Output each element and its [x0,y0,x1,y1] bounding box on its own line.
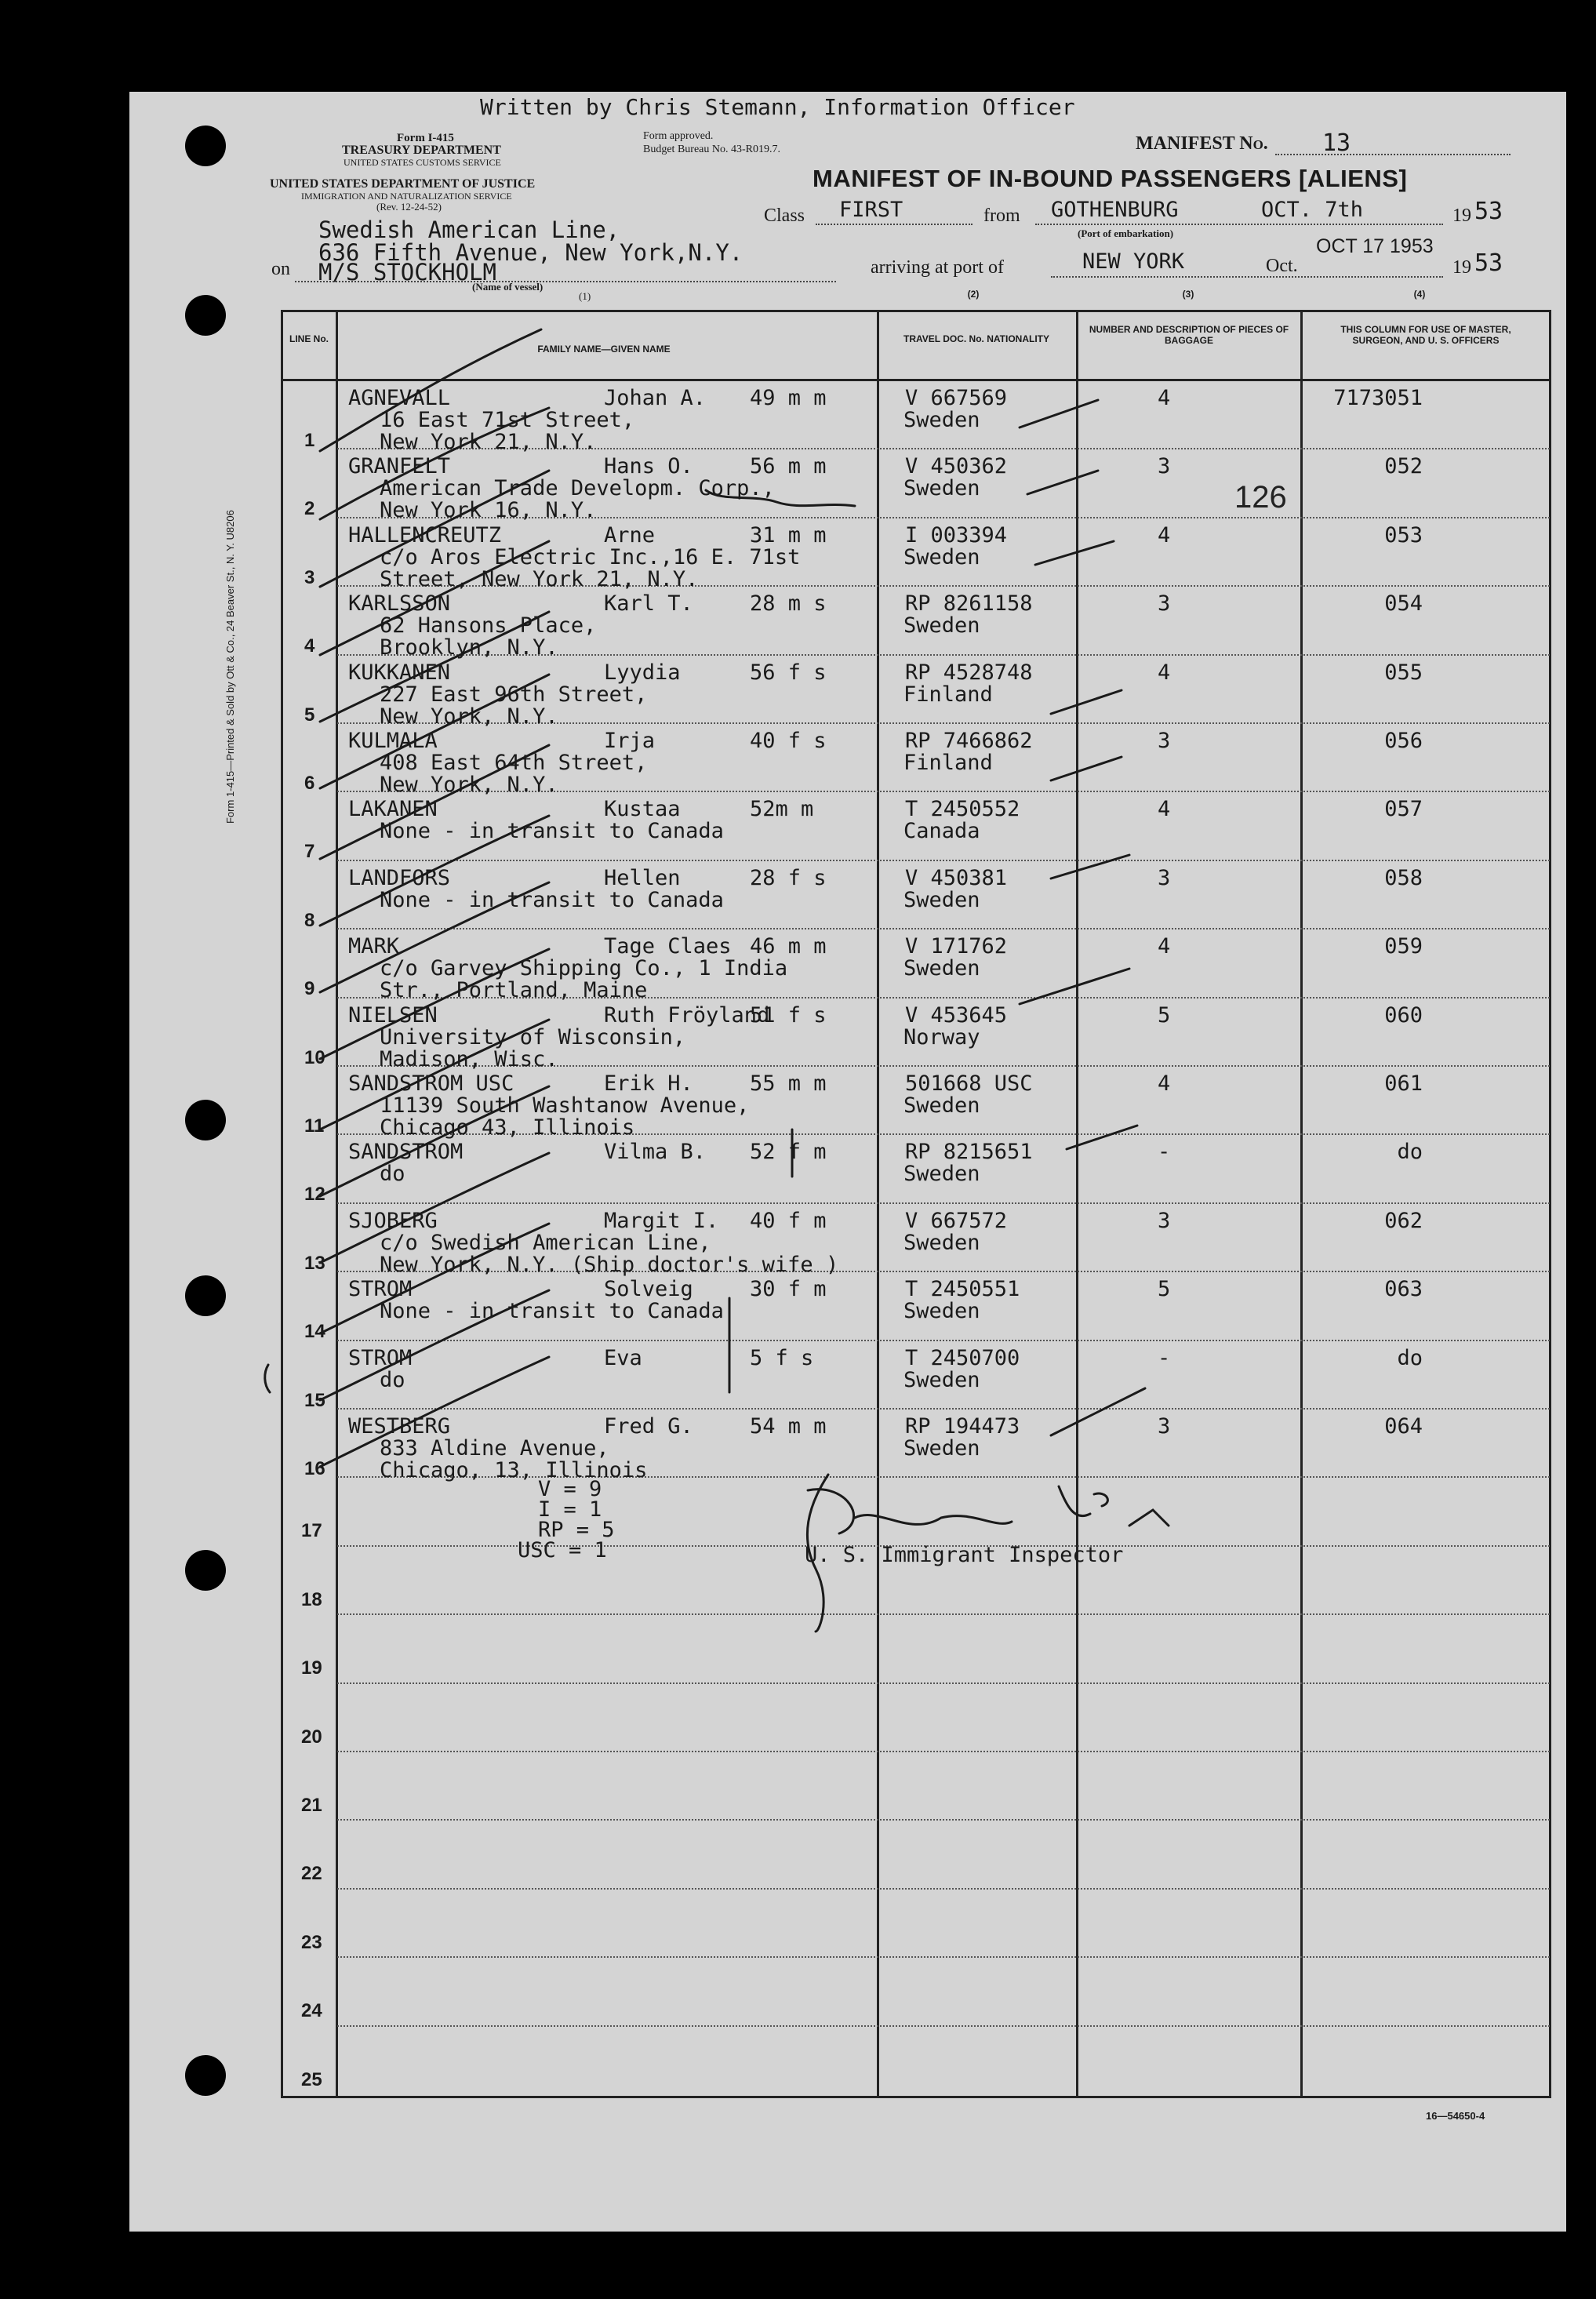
age-sex-marital: 30 f m [750,1277,827,1301]
ins-service: IMMIGRATION AND NATURALIZATION SERVICE [301,191,512,202]
family-name: LANDFORS [348,866,451,890]
age-sex-marital: 5 f s [750,1346,814,1370]
summary-usc: USC = 1 [518,1538,607,1562]
family-name: SANDSTROM [348,1140,464,1164]
travel-doc-number: RP 7466862 [905,729,1033,753]
row-line-number: 7 [304,841,315,862]
family-name: LAKANEN [348,797,438,821]
given-name: Vilma B. [604,1140,707,1164]
baggage-count: 3 [1158,454,1171,478]
age-sex-marital: 40 f s [750,729,827,753]
year-prefix-1: 19 [1452,206,1471,226]
address-line-1: None - in transit to Canada [380,1299,724,1323]
col-officer-use: THIS COLUMN FOR USE OF MASTER, SURGEON, AND U. S. OFFICERS [1340,324,1511,346]
given-name: Erik H. [604,1071,693,1096]
manifest-no: 13 [1322,129,1351,157]
baggage-count: 3 [1158,591,1171,616]
row-line-number: 5 [304,704,315,726]
nationality: Sweden [903,1162,980,1186]
travel-doc-number: T 2450552 [905,797,1020,821]
age-sex-marital: 49 m m [750,386,827,410]
arriving-label: arriving at port of [871,257,1004,278]
row-line-number: 24 [301,2000,322,2021]
age-sex-marital: 51 f s [750,1003,827,1028]
baggage-count: 4 [1158,797,1171,821]
travel-doc-number: T 2450700 [905,1346,1020,1370]
nationality: Canada [903,819,980,843]
family-name: KUKKANEN [348,660,451,685]
row-line-number: 25 [301,2069,322,2090]
address-line-2: New York, N.Y. [380,773,558,797]
baggage-count: 5 [1158,1277,1171,1301]
address-line-1: do [380,1368,405,1392]
address-line-1: do [380,1162,405,1186]
travel-doc-number: RP 8215651 [905,1140,1033,1164]
address-line-2: New York 16, N.Y. [380,498,597,522]
vessel-name: M/S STOCKHOLM [318,259,496,286]
row-line-number: 4 [304,635,315,657]
travel-doc-number: V 453645 [905,1003,1008,1028]
travel-doc-number: RP 4528748 [905,660,1033,685]
age-sex-marital: 31 m m [750,523,827,547]
given-name: Irja [604,729,656,753]
family-name: MARK [348,934,400,959]
address-line-2: Brooklyn, N.Y. [380,635,558,660]
nationality: Sweden [903,613,980,638]
arrival-prefix: Oct. [1266,256,1298,276]
nationality: Sweden [903,408,980,432]
baggage-count: 3 [1158,1414,1171,1439]
address-line-2: Str., Portland, Maine [380,978,648,1002]
year-suffix-1: 53 [1474,198,1503,225]
revision: (Rev. 12-24-52) [376,201,442,213]
age-sex-marital: 40 f m [750,1209,827,1233]
travel-doc-number: V 667572 [905,1209,1008,1233]
side-print-text: Form 1-415—Printed & Sold by Ott & Co., 24 Beaver St., N. Y. U8206 [224,510,236,824]
nationality: Sweden [903,888,980,912]
from-port: GOTHENBURG [1051,198,1179,222]
given-name: Hellen [604,866,681,890]
address-line-1: c/o Garvey Shipping Co., 1 India [380,956,788,980]
baggage-count: 4 [1158,1071,1171,1096]
on-label: on [271,259,290,279]
travel-doc-number: I 003394 [905,523,1008,547]
family-name: STROM [348,1346,413,1370]
summary-rp: RP = 5 [538,1518,615,1542]
age-sex-marital: 28 f s [750,866,827,890]
line-address: 636 Fifth Avenue, New York,N.Y. [318,239,743,266]
col-num-2: (2) [967,289,980,300]
nationality: Sweden [903,956,980,980]
nationality: Sweden [903,1299,980,1323]
row-line-number: 14 [304,1321,325,1342]
given-name: Solveig [604,1277,693,1301]
baggage-count: - [1158,1346,1171,1370]
row-line-number: 15 [304,1390,325,1411]
address-line-2: Chicago, 13, Illinois [380,1458,648,1482]
address-line-1: None - in transit to Canada [380,819,724,843]
age-sex-marital: 56 m m [750,454,827,478]
family-name: HALLENCREUTZ [348,523,502,547]
family-name: NIELSEN [348,1003,438,1028]
address-line-2: Chicago 43, Illinois [380,1115,635,1140]
row-line-number: 21 [301,1795,322,1816]
baggage-count: 4 [1158,523,1171,547]
given-name: Lyydia [604,660,681,685]
class-value: FIRST [839,198,903,222]
arriving-port: NEW YORK [1082,249,1185,274]
manifest-title: MANIFEST OF IN-BOUND PASSENGERS [ALIENS] [813,165,1408,192]
address-line-1: 16 East 71st Street, [380,408,635,432]
customs-service: UNITED STATES CUSTOMS SERVICE [344,157,501,168]
travel-doc-number: V 667569 [905,386,1008,410]
nationality: Sweden [903,545,980,569]
travel-doc-number: V 171762 [905,934,1008,959]
row-line-number: 2 [304,498,315,519]
baggage-count: - [1158,1140,1171,1164]
given-name: Ruth Fröyland [604,1003,770,1028]
baggage-count: 4 [1158,660,1171,685]
form-number: Form I-415 [397,132,454,144]
address-line-1: American Trade Developm. Corp., [380,476,775,500]
inspector-label: U. S. Immigrant Inspector [805,1543,1124,1567]
treasury-dept: TREASURY DEPARTMENT [342,144,501,157]
row-line-number: 12 [304,1184,325,1205]
row-line-number: 3 [304,567,315,588]
row-line-number: 18 [301,1589,322,1610]
row-line-number: 19 [301,1657,322,1679]
age-sex-marital: 54 m m [750,1414,827,1439]
col-line-no: LINE No. [289,333,329,344]
baggage-count: 5 [1158,1003,1171,1028]
age-sex-marital: 52 f m [750,1140,827,1164]
address-line-1: 227 East 96th Street, [380,682,648,707]
row-line-number: 23 [301,1932,322,1953]
given-name: Fred G. [604,1414,693,1439]
family-name: GRANFELT [348,454,451,478]
form-approved: Form approved. [643,130,714,142]
nationality: Norway [903,1025,980,1049]
address-line-2: Madison, Wisc. [380,1047,558,1071]
year-suffix-2: 53 [1474,249,1503,277]
line-name: Swedish American Line, [318,216,620,243]
given-name: Johan A. [604,386,707,410]
manifest-no-label: MANIFEST No. [1136,133,1268,154]
row-line-number: 8 [304,910,315,931]
baggage-count: 3 [1158,729,1171,753]
col-num-4: (4) [1413,289,1426,300]
address-line-1: University of Wisconsin, [380,1025,686,1049]
age-sex-marital: 28 m s [750,591,827,616]
address-line-1: 62 Hansons Place, [380,613,597,638]
justice-dept: UNITED STATES DEPARTMENT OF JUSTICE [270,177,536,191]
baggage-count: 3 [1158,866,1171,890]
address-line-1: 833 Aldine Avenue, [380,1436,609,1461]
travel-doc-number: T 2450551 [905,1277,1020,1301]
address-line-2: Street, New York 21, N.Y. [380,567,699,591]
port-embark-caption: (Port of embarkation) [1078,227,1174,239]
row-line-number: 6 [304,773,315,794]
from-date: OCT. 7th [1261,198,1364,222]
travel-doc-number: V 450381 [905,866,1008,890]
address-line-2: New York 21, N.Y. [380,430,597,454]
travel-doc-number: RP 8261158 [905,591,1033,616]
from-label: from [983,206,1020,226]
baggage-count: 4 [1158,934,1171,959]
col-baggage: NUMBER AND DESCRIPTION OF PIECES OF BAGGAGE [1089,324,1289,346]
year-prefix-2: 19 [1452,257,1471,278]
age-sex-marital: 46 m m [750,934,827,959]
given-name: Arne [604,523,656,547]
row-line-number: 13 [304,1253,325,1274]
travel-doc-number: 501668 USC [905,1071,1033,1096]
row-line-number: 11 [304,1115,325,1137]
baggage-count: 3 [1158,1209,1171,1233]
annotation-126: 126 [1234,480,1287,515]
summary-v: V = 9 [538,1477,602,1501]
class-label: Class [764,206,805,226]
budget-bureau: Budget Bureau No. 43-R019.7. [643,144,780,155]
address-line-1: None - in transit to Canada [380,888,724,912]
arrival-date-stamp: OCT 17 1953 [1316,235,1434,257]
address-line-1: c/o Aros Electric Inc.,16 E. 71st [380,545,801,569]
family-name: WESTBERG [348,1414,451,1439]
nationality: Finland [903,751,993,775]
row-line-number: 16 [304,1458,325,1479]
family-name: KULMALA [348,729,438,753]
nationality: Sweden [903,1436,980,1461]
address-line-1: c/o Swedish American Line, [380,1231,711,1255]
row-line-number: 17 [301,1520,322,1541]
age-sex-marital: 56 f s [750,660,827,685]
family-name: SANDSTROM USC [348,1071,514,1096]
given-name: Kustaa [604,797,681,821]
nationality: Sweden [903,476,980,500]
nationality: Finland [903,682,993,707]
address-line-1: 408 East 64th Street, [380,751,648,775]
row-line-number: 1 [304,430,315,451]
family-name: STROM [348,1277,413,1301]
row-line-number: 9 [304,978,315,999]
given-name: Margit I. [604,1209,719,1233]
nationality: Sweden [903,1231,980,1255]
travel-doc-number: V 450362 [905,454,1008,478]
address-line-1: 11139 South Washtanow Avenue, [380,1093,750,1118]
given-name: Eva [604,1346,642,1370]
col-travel-doc: TRAVEL DOC. No. NATIONALITY [903,333,1049,344]
nationality: Sweden [903,1368,980,1392]
col1-caption: (1) [579,290,591,302]
given-name: Karl T. [604,591,693,616]
row-line-number: 20 [301,1726,322,1748]
col-num-3: (3) [1182,289,1194,300]
given-name: Hans O. [604,454,693,478]
footer-code: 16—54650-4 [1426,2110,1485,2122]
age-sex-marital: 52m m [750,797,814,821]
given-name: Tage Claes [604,934,732,959]
family-name: SJOBERG [348,1209,438,1233]
summary-i: I = 1 [538,1497,602,1522]
travel-doc-number: RP 194473 [905,1414,1020,1439]
family-name: AGNEVALL [348,386,451,410]
age-sex-marital: 55 m m [750,1071,827,1096]
row-line-number: 10 [304,1047,325,1068]
family-name: KARLSSON [348,591,451,616]
row-line-number: 22 [301,1863,322,1884]
address-line-2: New York, N.Y. [380,704,558,729]
address-line-2: New York, N.Y. (Ship doctor's wife ) [380,1253,839,1277]
baggage-count: 4 [1158,386,1171,410]
col-family-name: FAMILY NAME—GIVEN NAME [537,344,671,355]
nationality: Sweden [903,1093,980,1118]
vessel-caption: (Name of vessel) [472,281,544,293]
typed-note: Written by Chris Stemann, Information Officer [480,94,1075,120]
